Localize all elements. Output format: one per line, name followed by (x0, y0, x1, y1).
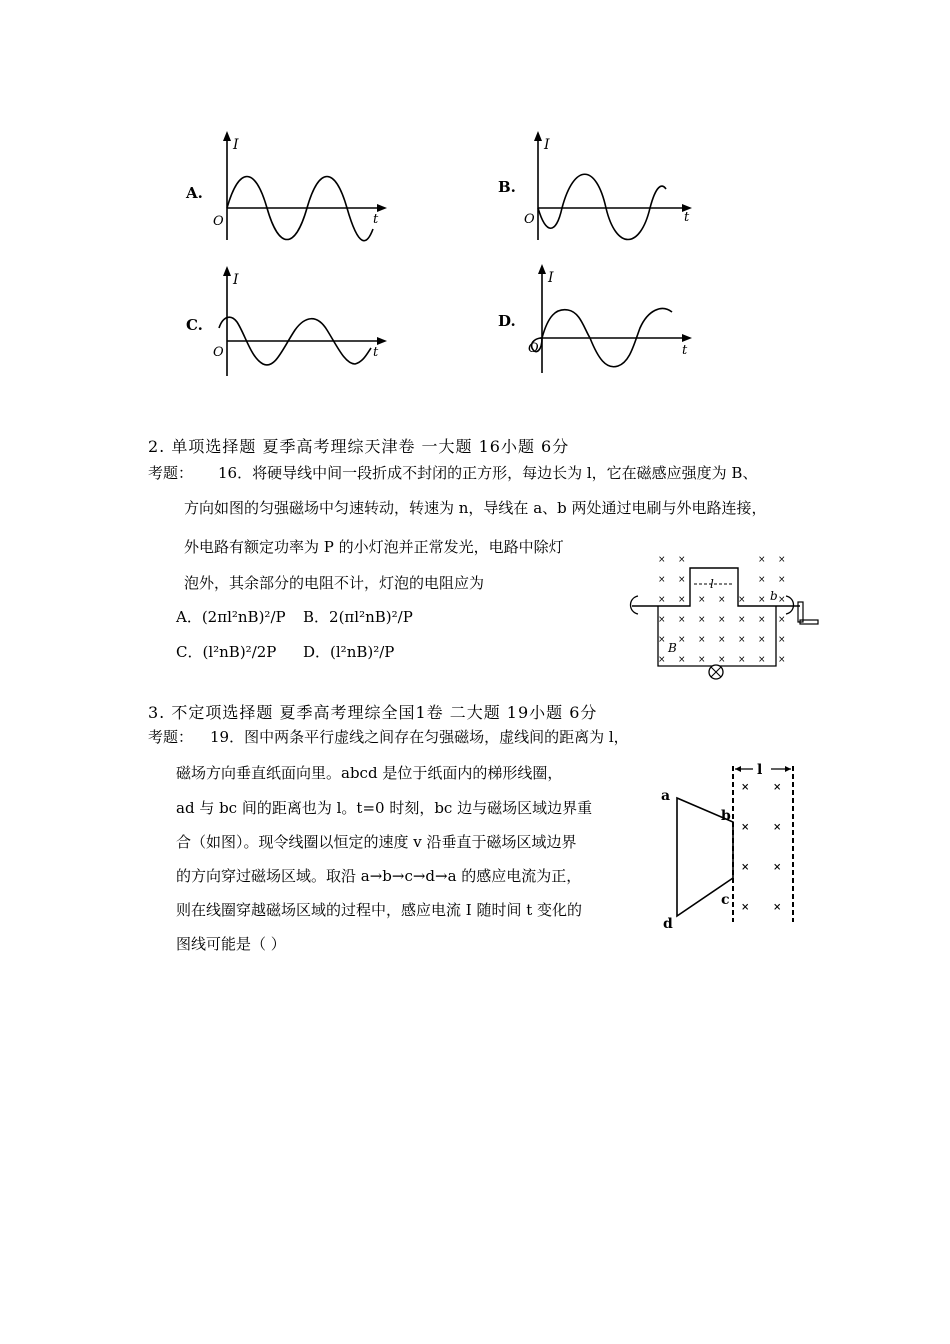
field-cross-mark: × (678, 635, 686, 645)
q3-line1: 19．图中两条平行虚线之间存在匀强磁场，虚线间的距离为 l， (210, 728, 629, 746)
label-l: l (757, 762, 763, 778)
x-arrow (377, 337, 387, 345)
field-cross-mark: × (678, 575, 686, 585)
field-cross-mark: × (758, 655, 766, 665)
field-cross-mark: × (678, 615, 686, 625)
axis-t-label: t (684, 210, 690, 225)
magnetic-field-crosses (658, 555, 786, 665)
axis-t-label: t (373, 345, 379, 360)
field-cross-mark: × (778, 575, 786, 585)
rotation-arrow-right (786, 596, 794, 614)
field-cross-mark: × (758, 555, 766, 565)
field-cross-mark: × (773, 862, 782, 873)
field-cross-mark: × (758, 635, 766, 645)
q2-line1: 16．将硬导线中间一段折成不封闭的正方形，每边长为 l，它在磁感应强度为 B、 (218, 464, 758, 482)
q2-choice-d: D．(l²nB)²/P (303, 643, 395, 661)
field-cross-mark: × (698, 615, 706, 625)
field-cross-mark: × (741, 902, 750, 913)
y-arrow (223, 266, 231, 276)
rotation-arrow-left (631, 596, 639, 614)
magnetic-field-crosses (741, 782, 781, 913)
field-cross-mark: × (718, 615, 726, 625)
field-cross-mark: × (698, 655, 706, 665)
field-cross-mark: × (741, 862, 750, 873)
label-d: d (663, 916, 673, 932)
field-cross-mark: × (718, 655, 726, 665)
field-cross-mark: × (658, 575, 666, 585)
field-cross-mark: × (698, 595, 706, 605)
field-cross-mark: × (778, 555, 786, 565)
origin-label: O (213, 345, 224, 360)
x-arrow (377, 204, 387, 212)
y-arrow (538, 264, 546, 274)
axis-i-label: I (233, 272, 239, 288)
field-cross-mark: × (658, 635, 666, 645)
graph-a-svg (205, 125, 405, 255)
q2-choice-a: A．(2πl²nB)²/P (176, 608, 286, 626)
field-cross-mark: × (778, 595, 786, 605)
q3-prefix: 考题： (148, 728, 194, 746)
q3-line7: 图线可能是（ ） (176, 935, 286, 953)
field-cross-mark: × (738, 595, 746, 605)
label-b: b (721, 808, 731, 824)
x-arrow (682, 334, 692, 342)
q2-prefix: 考题： (148, 464, 194, 482)
field-cross-mark: × (778, 635, 786, 645)
q2-choice-b: B．2(πl²nB)²/P (303, 608, 413, 626)
field-cross-mark: × (698, 635, 706, 645)
field-cross-mark: × (741, 782, 750, 793)
axis-t-label: t (373, 212, 379, 227)
y-arrow (223, 131, 231, 141)
q3-line2: 磁场方向垂直纸面向里。abcd 是位于纸面内的梯形线圈， (176, 764, 563, 782)
axis-t-label: t (682, 343, 688, 358)
option-label-b: B. (498, 178, 516, 196)
origin-label: O (528, 341, 539, 356)
q3-line6: 则在线圈穿越磁场区域的过程中，感应电流 I 随时间 t 变化的 (176, 901, 583, 919)
label-field-b: B (668, 641, 677, 655)
field-cross-mark: × (778, 655, 786, 665)
graph-d-svg (518, 258, 718, 388)
q2-figure (624, 548, 824, 688)
field-cross-mark: × (778, 615, 786, 625)
option-label-a: A. (186, 184, 203, 202)
q3-line4: 合（如图）。现令线圈以恒定的速度 v 沿垂直于磁场区域边界 (176, 833, 577, 851)
field-cross-mark: × (773, 782, 782, 793)
graph-b-svg (516, 125, 716, 255)
current-curve (538, 174, 666, 239)
field-cross-mark: × (741, 822, 750, 833)
q2-line2: 方向如图的匀强磁场中匀速转动，转速为 n，导线在 a、b 两处通过电刷与外电路连接， (184, 499, 767, 517)
graph-c-svg (205, 258, 405, 388)
axis-i-label: I (544, 137, 550, 153)
label-a: a (661, 788, 671, 804)
field-cross-mark: × (758, 595, 766, 605)
field-cross-mark: × (738, 635, 746, 645)
option-label-c: C. (186, 316, 203, 334)
field-cross-mark: × (658, 615, 666, 625)
q3-line5: 的方向穿过磁场区域。取沿 a→b→c→d→a 的感应电流为正， (176, 867, 582, 885)
origin-label: O (524, 212, 535, 227)
q3-title: 3. 不定项选择题 夏季高考理综全国1卷 二大题 19小题 6分 (148, 703, 598, 722)
field-cross-mark: × (658, 555, 666, 565)
label-b: b (770, 589, 778, 603)
field-cross-mark: × (773, 822, 782, 833)
field-cross-mark: × (738, 615, 746, 625)
dim-arrowhead-right (785, 766, 791, 772)
field-cross-mark: × (773, 902, 782, 913)
y-arrow (534, 131, 542, 141)
q2-line3: 外电路有额定功率为 P 的小灯泡并正常发光，电路中除灯 (184, 538, 564, 556)
field-cross-mark: × (738, 655, 746, 665)
axis-i-label: I (233, 137, 239, 153)
field-cross-mark: × (658, 655, 666, 665)
field-cross-mark: × (718, 595, 726, 605)
field-cross-mark: × (678, 655, 686, 665)
field-cross-mark: × (678, 595, 686, 605)
crank-arm (798, 602, 803, 622)
q3-figure (655, 760, 805, 935)
field-cross-mark: × (658, 595, 666, 605)
field-cross-mark: × (678, 555, 686, 565)
option-label-d: D. (498, 312, 516, 330)
label-l: l (710, 577, 714, 591)
axis-i-label: I (548, 270, 554, 286)
field-cross-mark: × (758, 615, 766, 625)
q2-line4: 泡外，其余部分的电阻不计，灯泡的电阻应为 (184, 574, 485, 592)
origin-label: O (213, 214, 224, 229)
field-cross-mark: × (718, 635, 726, 645)
dim-arrowhead-left (735, 766, 741, 772)
q3-line3: ad 与 bc 间的距离也为 l。t=0 时刻，bc 边与磁场区域边界重 (176, 799, 593, 817)
q2-title: 2. 单项选择题 夏季高考理综天津卷 一大题 16小题 6分 (148, 437, 570, 456)
q2-choice-c: C．(l²nB)²/2P (176, 643, 277, 661)
field-cross-mark: × (758, 575, 766, 585)
label-c: c (721, 892, 730, 908)
